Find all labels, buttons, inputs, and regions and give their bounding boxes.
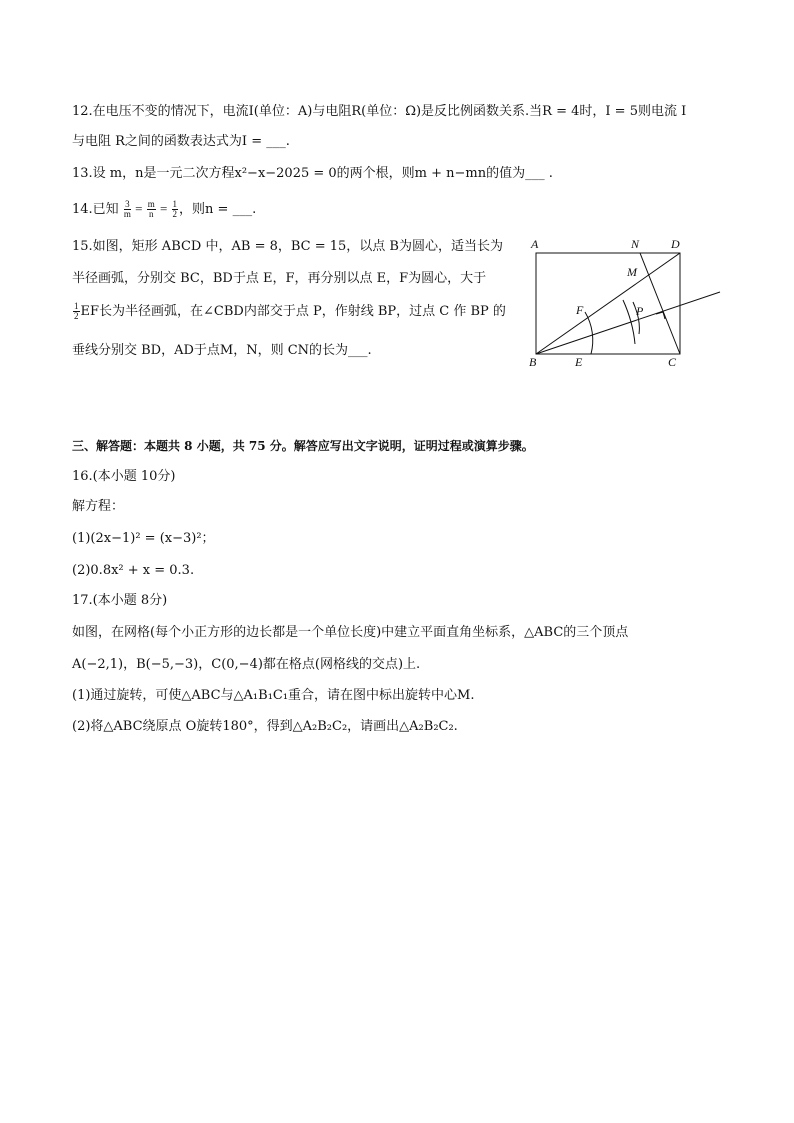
q17-line1: 如图，在网格(每个小正方形的边长都是一个单位长度)中建立平面直角坐标系，△ABC的三个顶点	[72, 625, 629, 640]
q14-frac1-num: 3	[125, 199, 130, 209]
q14-frac2-den: n	[148, 209, 154, 219]
q14-frac1-den: m	[123, 209, 131, 219]
label-e: E	[575, 355, 583, 369]
q14-suffix: ，则n = ___.	[179, 202, 257, 217]
q16-part2: (2)0.8x² + x = 0.3.	[72, 563, 195, 578]
line-cn	[640, 253, 680, 354]
q15-frac	[73, 302, 80, 321]
arc-from-e	[623, 300, 635, 344]
label-b: B	[529, 355, 537, 369]
q15-geometry-figure	[525, 232, 725, 372]
q16-intro: 解方程：	[72, 499, 125, 514]
q15-line2: 半径画弧，分别交 BC，BD于点 E，F，再分别以点 E，F为圆心，大于	[72, 271, 487, 286]
q15-line4: 垂线分别交 BD，AD于点M，N，则 CN的长为___.	[72, 343, 372, 358]
q16-title: 16.(本小题 10分)	[72, 469, 176, 484]
q15-line3-text: EF长为半径画弧，在∠CBD内部交于点 P，作射线 BP，过点 C 作 BP 的	[80, 304, 506, 319]
q15-frac-den: 2	[74, 311, 79, 321]
q12-line2: 与电阻 R之间的函数表达式为I = ___.	[72, 134, 290, 149]
q15-frac-num: 1	[74, 301, 79, 311]
ray-bp	[536, 292, 720, 354]
q14-frac2	[147, 200, 156, 219]
label-a: A	[531, 237, 539, 251]
q14-frac3-num: 1	[172, 199, 178, 209]
section-3-heading: 三、解答题：本题共 8 小题，共 75 分。解答应写出文字说明，证明过程或演算步骤。	[72, 439, 534, 453]
label-f: F	[576, 303, 584, 317]
q14-frac1	[124, 200, 131, 219]
q15-line1: 15.如图，矩形 ABCD 中，AB = 8，BC = 15，以点 B为圆心，适当长为	[72, 239, 503, 254]
q13-text: 13.设 m，n是一元二次方程x²−x−2025 = 0的两个根，则m + n−mn的值为___ .	[72, 166, 553, 181]
label-c: C	[668, 355, 677, 369]
q12-line1: 12.在电压不变的情况下，电流I(单位：A)与电阻R(单位：Ω)是反比例函数关系.当R = 4时，I = 5则电流 I	[72, 104, 687, 119]
q14-line: 14.已知 $\frac{3}{m}$ = $\frac{m}{n}$ = $\frac{1}{2}$ ，则n = ___.	[72, 199, 257, 219]
label-n: N	[631, 237, 640, 251]
q17-part1: (1)通过旋转，可使△ABC与△A₁B₁C₁重合，请在图中标出旋转中心M.	[72, 688, 475, 703]
q16-part1: (1)(2x−1)² = (x−3)²；	[72, 531, 215, 546]
q15-line3	[72, 302, 506, 321]
q17-part2: (2)将△ABC绕原点 O旋转180°，得到△A₂B₂C₂，请画出△A₂B₂C₂.	[72, 719, 458, 734]
q14-frac3-den: 2	[172, 209, 178, 219]
label-m: M	[627, 265, 637, 279]
label-p: P	[636, 304, 644, 318]
q14-frac3	[172, 200, 179, 219]
diagonal-bd	[536, 253, 680, 354]
q14-frac2-num: m	[147, 199, 155, 209]
q14-prefix: 14.已知	[72, 202, 119, 217]
q17-line2: A(−2,1)，B(−5,−3)，C(0,−4)都在格点(网格线的交点)上.	[72, 657, 421, 672]
label-d: D	[671, 237, 680, 251]
q17-title: 17.(本小题 8分)	[72, 593, 168, 608]
